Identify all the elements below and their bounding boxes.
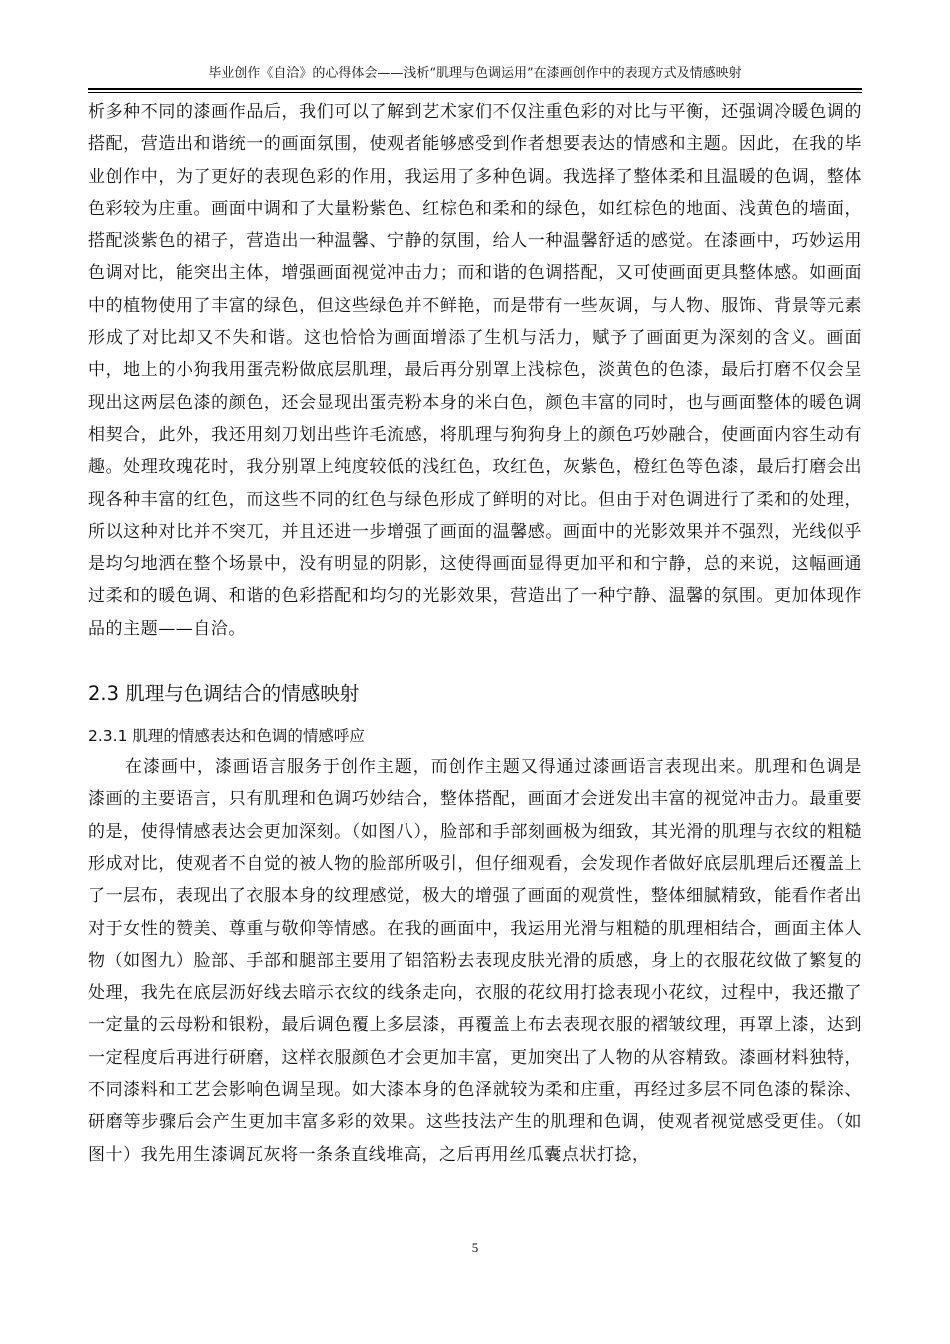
page-number: 5 [471,1240,479,1255]
running-header: 毕业创作《自洽》的心得体会——浅析“肌理与色调运用”在漆画创作中的表现方式及情感映射 [208,66,742,81]
body-paragraph-1: 析多种不同的漆画作品后，我们可以了解到艺术家们不仅注重色彩的对比与平衡，还强调冷暖色调的搭配，营造出和谐统一的画面氛围，使观者能够感受到作者想要表达的情感和主题。因此，在我的毕业创作中，为了更好的表现色彩的作用，我运用了多种色调。我选择了整体柔和且温暖的色调，整体色彩较为庄重。画面中调和了大量粉紫色、红棕色和柔和的绿色，如红棕色的地面、浅黄色的墙面，搭配淡紫色的裙子，营造出一种温馨、宁静的氛围，给人一种温馨舒适的感觉。在漆画中，巧妙运用色调对比，能突出主体，增强画面视觉冲击力；而和谐的色调搭配，又可使画面更具整体感。如画面中的植物使用了丰富的绿色，但这些绿色并不鲜艳，而是带有一些灰调，与人物、服饰、背景等元素形成了对比却又不失和谐。这也恰恰为画面增添了生机与活力，赋予了画面更为深刻的含义。画面中，地上的小狗我用蛋壳粉做底层肌理，最后再分别罩上浅棕色，淡黄色的色漆，最后打磨不仅会呈现出这两层色漆的颜色，还会显现出蛋壳粉本身的米白色，颜色丰富的同时，也与画面整体的暖色调相契合，此外，我还用刻刀划出些许毛流感，将肌理与狗狗身上的颜色巧妙融合，使画面内容生动有趣。处理玫瑰花时，我分别罩上纯度较低的浅红色，玫红色，灰紫色，橙红色等色漆，最后打磨会出现各种丰富的红色，而这些不同的红色与绿色形成了鲜明的对比。但由于对色调进行了柔和的处理，所以这种对比并不突兀，并且还进一步增强了画面的温馨感。画面中的光影效果并不强烈，光线似乎是均匀地洒在整个场景中，没有明显的阴影，这使得画面显得更加平和和宁静，总的来说，这幅画通过柔和的暖色调、和谐的色彩搭配和均匀的光影效果，营造出了一种宁静、温馨的氛围。更加体现作品的主题——自洽。 [88,102,862,639]
header-rule [88,88,862,90]
page-content [88,96,862,1171]
section-heading: 2.3 肌理与色调结合的情感映射 [88,682,360,706]
header-rule-thin [88,92,862,93]
subsection-heading: 2.3.1 肌理的情感表达和色调的情感呼应 [88,727,365,746]
body-paragraph-2: 在漆画中，漆画语言服务于创作主题，而创作主题又得通过漆画语言表现出来。肌理和色调是漆画的主要语言，只有肌理和色调巧妙结合，整体搭配，画面才会迸发出丰富的视觉冲击力。最重要的是，使得情感表达会更加深刻。（如图八），脸部和手部刻画极为细致，其光滑的肌理与衣纹的粗糙形成对比，使观者不自觉的被人物的脸部所吸引，但仔细观看，会发现作者做好底层肌理后还覆盖上了一层布，表现出了衣服本身的纹理感觉，极大的增强了画面的观赏性，整体细腻精致，能看作者出对于女性的赞美、尊重与敬仰等情感。在我的画面中，我运用光滑与粗糙的肌理相结合，画面主体人物（如图九）脸部、手部和腿部主要用了铝箔粉去表现皮肤光滑的质感，身上的衣服花纹做了繁复的处理，我先在底层沥好线去暗示衣纹的线条走向，衣服的花纹用打捻表现小花纹，过程中，我还撒了一定量的云母粉和银粉，最后调色覆上多层漆，再覆盖上布去表现衣服的褶皱纹理，再罩上漆，达到一定程度后再进行研磨，这样衣服颜色才会更加丰富，更加突出了人物的从容精致。漆画材料独特，不同漆料和工艺会影响色调呈现。如大漆本身的色泽就较为柔和庄重，再经过多层不同色漆的髹涂、研磨等步骤后会产生更加丰富多彩的效果。这些技法产生的肌理和色调，使观者视觉感受更佳。（如图十）我先用生漆调瓦灰将一条条直线堆高，之后再用丝瓜囊点状打捻， [88,757,862,1165]
